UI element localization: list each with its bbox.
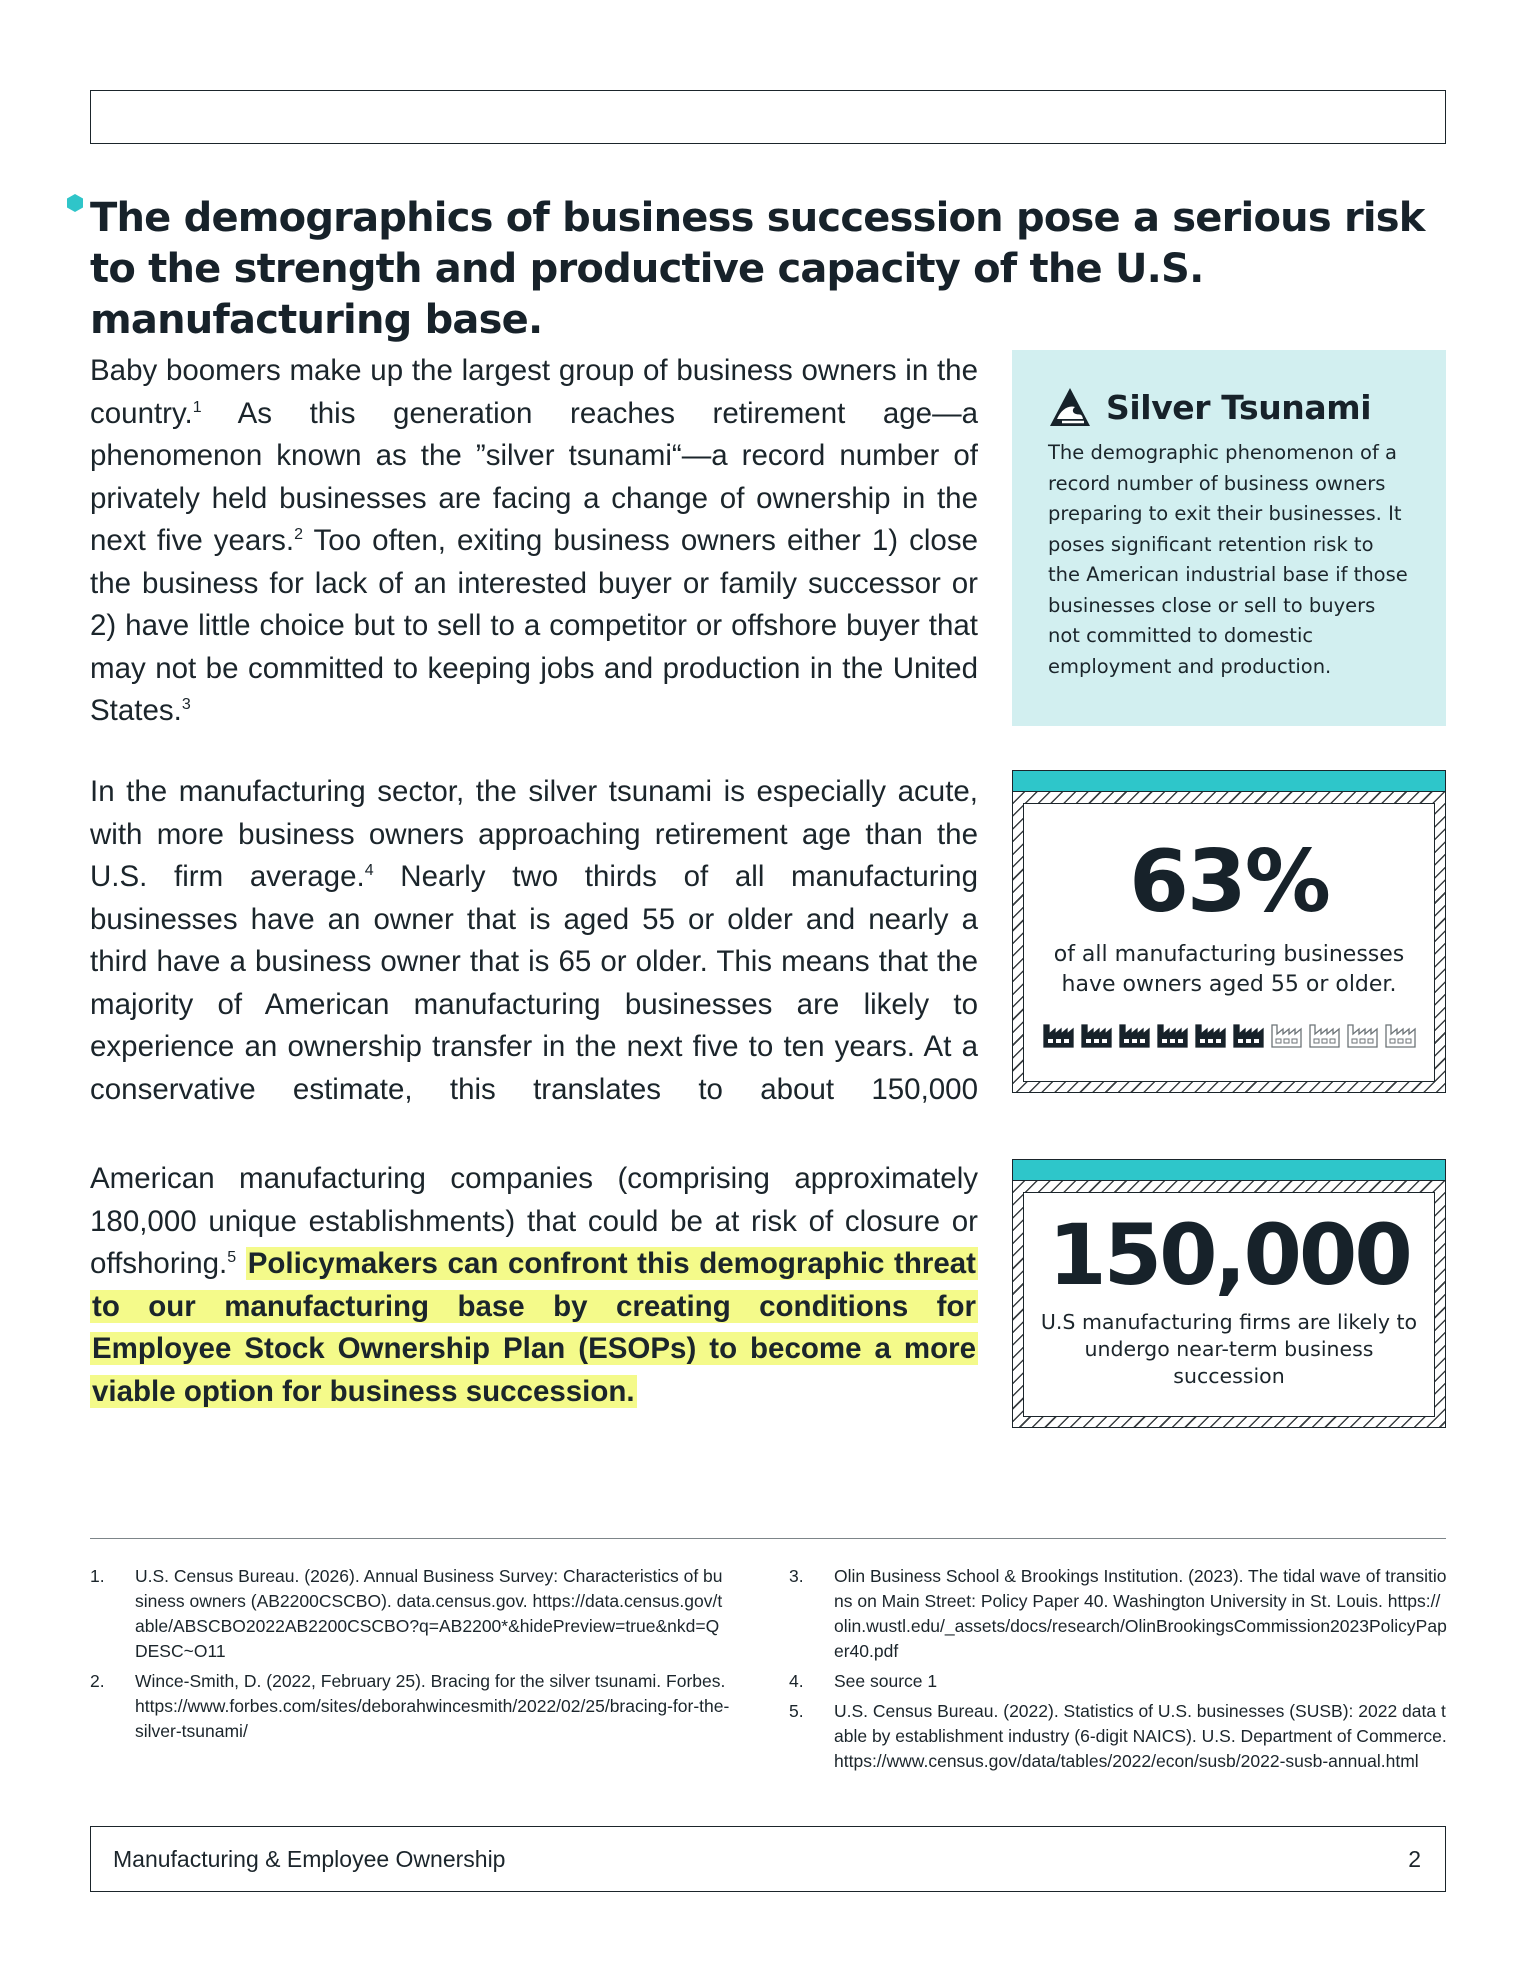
page-headline: The demographics of business succession pose a serious risk to the strength and productive capacity of the U.S. manufacturing base. [90,195,1425,343]
footnote-number: 4. [789,1671,804,1691]
factory-icon-filled [1233,1022,1264,1048]
body-text: Baby boomers make up the largest group of business owners in the country. [90,354,978,430]
factory-icon-outline [1385,1022,1416,1048]
callout-header [1048,386,1410,428]
factory-icon-outline [1271,1022,1302,1048]
body-text: American manufacturing companies (comprising approximately 180,000 unique establishments) that could be at risk of closure or offshoring. [90,1162,978,1280]
factory-icon-outline [1347,1022,1378,1048]
stat-card-accent-bar [1013,771,1445,792]
footnote-ref: 2 [294,526,304,544]
factory-icon-filled [1157,1022,1188,1048]
factory-icon-filled [1081,1022,1112,1048]
silver-tsunami-callout [1012,350,1446,726]
paragraph-silver-tsunami [90,350,978,733]
footnote-ref: 3 [181,696,191,714]
callout-title: Silver Tsunami [1106,387,1372,427]
factory-pictogram [1024,1022,1434,1048]
body-text: As this generation reaches retirement age—a phenomenon known as the ”silver tsunami“—a record number of privately held businesses are facing a change of ownership in the next five years. [90,396,978,557]
footnotes-divider [90,1538,1446,1539]
stat-card-body [1023,1192,1435,1417]
footer-title: Manufacturing & Employee Ownership [113,1845,506,1872]
factory-icon-filled [1043,1022,1074,1048]
footnote-text: Olin Business School & Brookings Institution. (2023). The tidal wave of transitions on Main Street: Policy Paper 40. Washington University in St. Louis. https://olin.wustl.edu/_assets/docs/research/OlinBrookingsCommission2023PolicyPaper40.pdf [834,1566,1447,1661]
footnote-item [90,1669,730,1744]
paragraph-manufacturing-sector [90,771,978,1111]
footnotes-left [90,1564,730,1749]
footnote-item [789,1564,1449,1664]
stat-card-accent-bar [1013,1160,1445,1181]
footnote-number: 3. [789,1566,804,1586]
page-number: 2 [1408,1845,1421,1872]
page-footer [90,1826,1446,1892]
tsunami-wave-icon [1048,386,1092,428]
footnote-text: See source 1 [834,1671,938,1691]
body-text: In the manufacturing sector, the silver tsunami is especially acute, with more business owners approaching retirement age than the U.S. firm average. [90,775,978,893]
callout-text: The demographic phenomenon of a record number of business owners preparing to exit their businesses. It poses significant retention risk to the American industrial base if those businesses close or sell to buyers not committed to domestic employment and production. [1048,441,1408,678]
factory-icon-outline [1309,1022,1340,1048]
footnote-number: 2. [90,1671,105,1691]
stat-caption: U.S manufacturing firms are likely to undergo near-term business succession [1040,1310,1418,1388]
body-text: Nearly two thirds of all manufacturing businesses have an owner that is aged 55 or older and nearly a third have a business owner that is 65 or older. This means that the majority of American manufacturing businesses are likely to experience an ownership transfer in the next five to ten years. At a conservative estimate, this translates to about 150,000 [90,860,978,1106]
hexagon-bullet-icon [65,193,85,213]
factory-icon-filled [1119,1022,1150,1048]
factory-icon-filled [1195,1022,1226,1048]
stat-caption: of all manufacturing businesses have owners aged 55 or older. [1053,942,1405,997]
stat-value: 150,000 [1048,1206,1410,1304]
footnote-ref: 5 [227,1249,237,1267]
footnote-text: U.S. Census Bureau. (2026). Annual Business Survey: Characteristics of business owners (AB2200CSCBO). data.census.gov. https://data.census.gov/table/ABSCBO2022AB2200CSCBO?q=AB2200*&hidePreview=true&nkd=QDESC~O11 [135,1566,723,1661]
footnote-item [789,1699,1449,1774]
paragraph-policy [90,1158,978,1413]
footnote-number: 5. [789,1701,804,1721]
stat-value: 63% [1129,832,1329,932]
footnote-text: Wince-Smith, D. (2022, February 25). Bracing for the silver tsunami. Forbes. https://www.forbes.com/sites/deborahwincesmith/2022/02/25/bracing-for-the-silver-tsunami/ [135,1671,730,1741]
footnote-text: U.S. Census Bureau. (2022). Statistics of U.S. businesses (SUSB): 2022 data table by establishment industry (6-digit NAICS). U.S. Department of Commerce. https://www.census.gov/data/tables/2022/econ/susb/2022-susb-annual.html [834,1701,1447,1771]
stat-card-body [1023,803,1435,1082]
footnote-item [90,1564,730,1664]
footnote-number: 1. [90,1566,105,1586]
stat-card-150000 [1012,1159,1446,1428]
footnotes-right [789,1564,1449,1779]
body-text: Too often, exiting business owners either 1) close the business for lack of an interested buyer or family successor or 2) have little choice but to sell to a competitor or offshore buyer that may not be committed to keeping jobs and production in the United States. [90,524,978,727]
highlighted-policy-statement: Policymakers can confront this demographic threat to our manufacturing base by creating conditions for Employee Stock Ownership Plan (ESOPs) to become a more viable option for business succession. [92,1247,976,1408]
footnote-ref: 4 [364,862,374,880]
stat-card-63-percent [1012,770,1446,1093]
footnote-ref: 1 [192,398,202,416]
header-frame [90,90,1446,144]
footnote-item [789,1669,1449,1694]
